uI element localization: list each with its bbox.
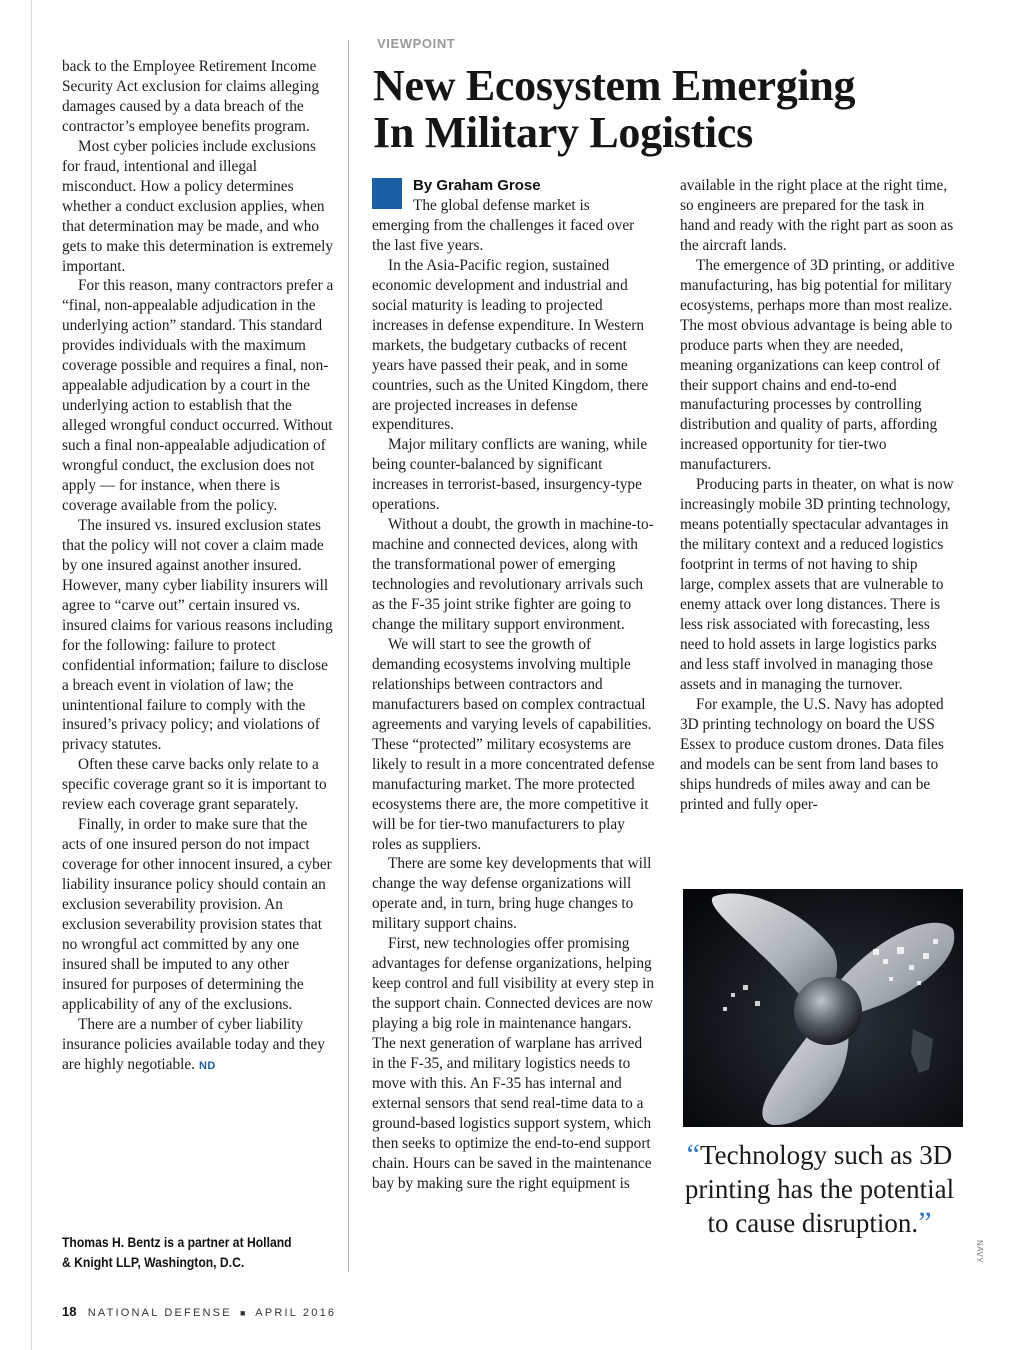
author-bio-line: & Knight LLP, Washington, D.C. <box>62 1255 245 1270</box>
left-paragraph: Finally, in order to make sure that the acts of one insured person do not impact coverage for other innocent insured, a cyber liability insurance policy should contain an exclusion severability provision. An exclusion severability provision states that no wrongful act committed by any one insured shall be imputed to any other insured for purposes of determining the applicability of any of the exclusions. <box>62 816 332 1013</box>
end-of-article-mark: ND <box>198 1059 216 1072</box>
right-continuation-paragraph: available in the right place at the right time, so engineers are prepared for the task in hand and ready with the right part as soon as the aircraft lands. <box>680 177 954 254</box>
headline-line: In Military Logistics <box>373 108 753 157</box>
byline: By Graham Grose <box>413 177 541 194</box>
middle-paragraph: First, new technologies offer promising advantages for defense organizations, helping keep control and full visibility at every step in the support chain. Connected devices are now playing a big role in maintenance hangars. The next generation of warplane has arrived in the F-35, and military logistics needs to move with this. An F-35 has internal and external sensors that send real-time data to a ground-based logistics support system, which then seeks to optimize the end-to-end support chain. Hours can be saved in the maintenance bay by making sure the right equipment is <box>372 935 655 1192</box>
footer-bullet: ■ <box>240 1308 248 1318</box>
left-paragraph-last <box>62 1015 334 1077</box>
right-paragraph: For example, the U.S. Navy has adopted 3D printing technology on board the USS Essex to produce custom drones. Data files and models can be sent from land bases to ships hundreds of miles away and can be printed and fully oper- <box>680 695 944 813</box>
issue-date: APRIL 2016 <box>255 1307 337 1319</box>
left-article-column <box>62 57 334 1077</box>
author-bio <box>62 1233 332 1273</box>
section-kicker: VIEWPOINT <box>377 36 456 51</box>
propeller-3d-print-photo <box>683 889 963 1127</box>
left-paragraph: The insured vs. insured exclusion states that the policy will not cover a claim made by one insured against another insured. However, many cyber liability insurers will agree to “carve out” certain insured vs. insured claims for various reasons including for the following: failure to protect confidential information; failure to disclose a breach event in violation of law; the unintentional failure to comply with the insured’s privacy policy; and violations of privacy statutes. <box>62 516 333 754</box>
left-paragraph: For this reason, many contractors prefer a “final, non-appealable adjudication in the underlying action” standard. This standard provides individuals with the maximum coverage possible and requires a final, non-appealable adjudication by a court in the underlying action to establish that the alleged wrongful conduct occurred. Without such a final non-appealable adjudication of wrongful conduct, the exclusion does not apply — for instance, when there is coverage available from the policy. <box>62 277 334 514</box>
right-paragraph: Producing parts in theater, on what is now increasingly mobile 3D printing technology, means potentially spectacular advantages in the military context and a reduced logistics footprint in terms of not having to ship large, complex assets that are vulnerable to enemy attack over long distances. There is less risk associated with forecasting, less need to hold assets in large logistics parks and less staff involved in managing those assets and in managing the turnover. <box>680 476 954 693</box>
publication-name: NATIONAL DEFENSE <box>87 1307 232 1319</box>
pull-quote-open-mark: “ <box>686 1138 700 1171</box>
left-last-text: There are a number of cyber liability insurance policies available today and they are highly negotiable. <box>62 1015 325 1073</box>
pull-quote <box>683 1138 956 1240</box>
pull-quote-close-mark: ” <box>918 1206 932 1239</box>
headline-line: New Ecosystem Emerging <box>373 61 856 110</box>
page-edge-rule <box>31 0 32 1350</box>
page-footer <box>62 1304 336 1319</box>
column-divider <box>348 40 349 1272</box>
right-paragraph: The emergence of 3D printing, or additive manufacturing, has big potential for military ecosystems, perhaps more than most realize. The most obvious advantage is being able to produce parts when they are needed, meaning organizations can keep control of their support chains and end-to-end manufacturing processes by controlling distribution and quality of parts, affording increased opportunity for tier-two manufacturers. <box>680 256 955 474</box>
middle-paragraph: In the Asia-Pacific region, sustained economic development and industrial and social maturity is leading to projected increases in defense expenditure. In Western markets, the budgetary cutbacks of recent years have passed their peak, and in some countries, such as the United Kingdom, there are projected increases in defense expenditures. <box>372 256 649 434</box>
opening-paragraph-lead: The global defense market is <box>413 197 590 214</box>
left-paragraph: Often these carve backs only relate to a specific coverage grant so it is important to review each coverage grant separately. <box>62 756 327 814</box>
middle-paragraph: There are some key developments that will change the way defense organizations will operate and, in turn, bring huge changes to military support chains. <box>372 855 652 933</box>
photo-credit: NAVY <box>975 1240 984 1264</box>
middle-article-column <box>372 176 655 1194</box>
pull-quote-text: Technology such as 3D printing has the potential to cause disruption. <box>684 1140 955 1238</box>
author-bio-line: Thomas H. Bentz is a partner at Holland <box>62 1235 292 1250</box>
right-article-column <box>680 176 955 815</box>
middle-paragraph: We will start to see the growth of demanding ecosystems involving multiple relationships between contractors and manufacturers based on complex contractual agreements and varying levels of capabilities. These “protected” military ecosystems are likely to result in a more concentrated defense manufacturing market. The more protected ecosystems there are, the more competitive it will be for tier-two manufacturers to play roles as suppliers. <box>372 635 655 853</box>
middle-paragraph: Major military conflicts are waning, while being counter-balanced by significant increases in terrorist-based, insurgency-type operations. <box>372 436 648 514</box>
left-paragraph: Most cyber policies include exclusions for fraud, intentional and illegal misconduct. How a policy determines whether a conduct exclusion applies, when that determination may be made, and who gets to make this determination is extremely important. <box>62 137 334 275</box>
article-headline <box>373 62 973 156</box>
left-paragraph: back to the Employee Retirement Income Security Act exclusion for claims alleging damages caused by a data breach of the contractor’s employee benefits program. <box>62 58 320 135</box>
page-number: 18 <box>62 1304 77 1319</box>
propeller-illustration <box>683 889 963 1127</box>
middle-paragraph: Without a doubt, the growth in machine-to-machine and connected devices, along with the transformational power of emerging technologies and revolutionary arrivals such as the F-35 joint strike fighter are going to change the military support environment. <box>372 516 654 634</box>
opening-paragraph-rest: emerging from the challenges it faced over the last five years. <box>372 216 635 254</box>
